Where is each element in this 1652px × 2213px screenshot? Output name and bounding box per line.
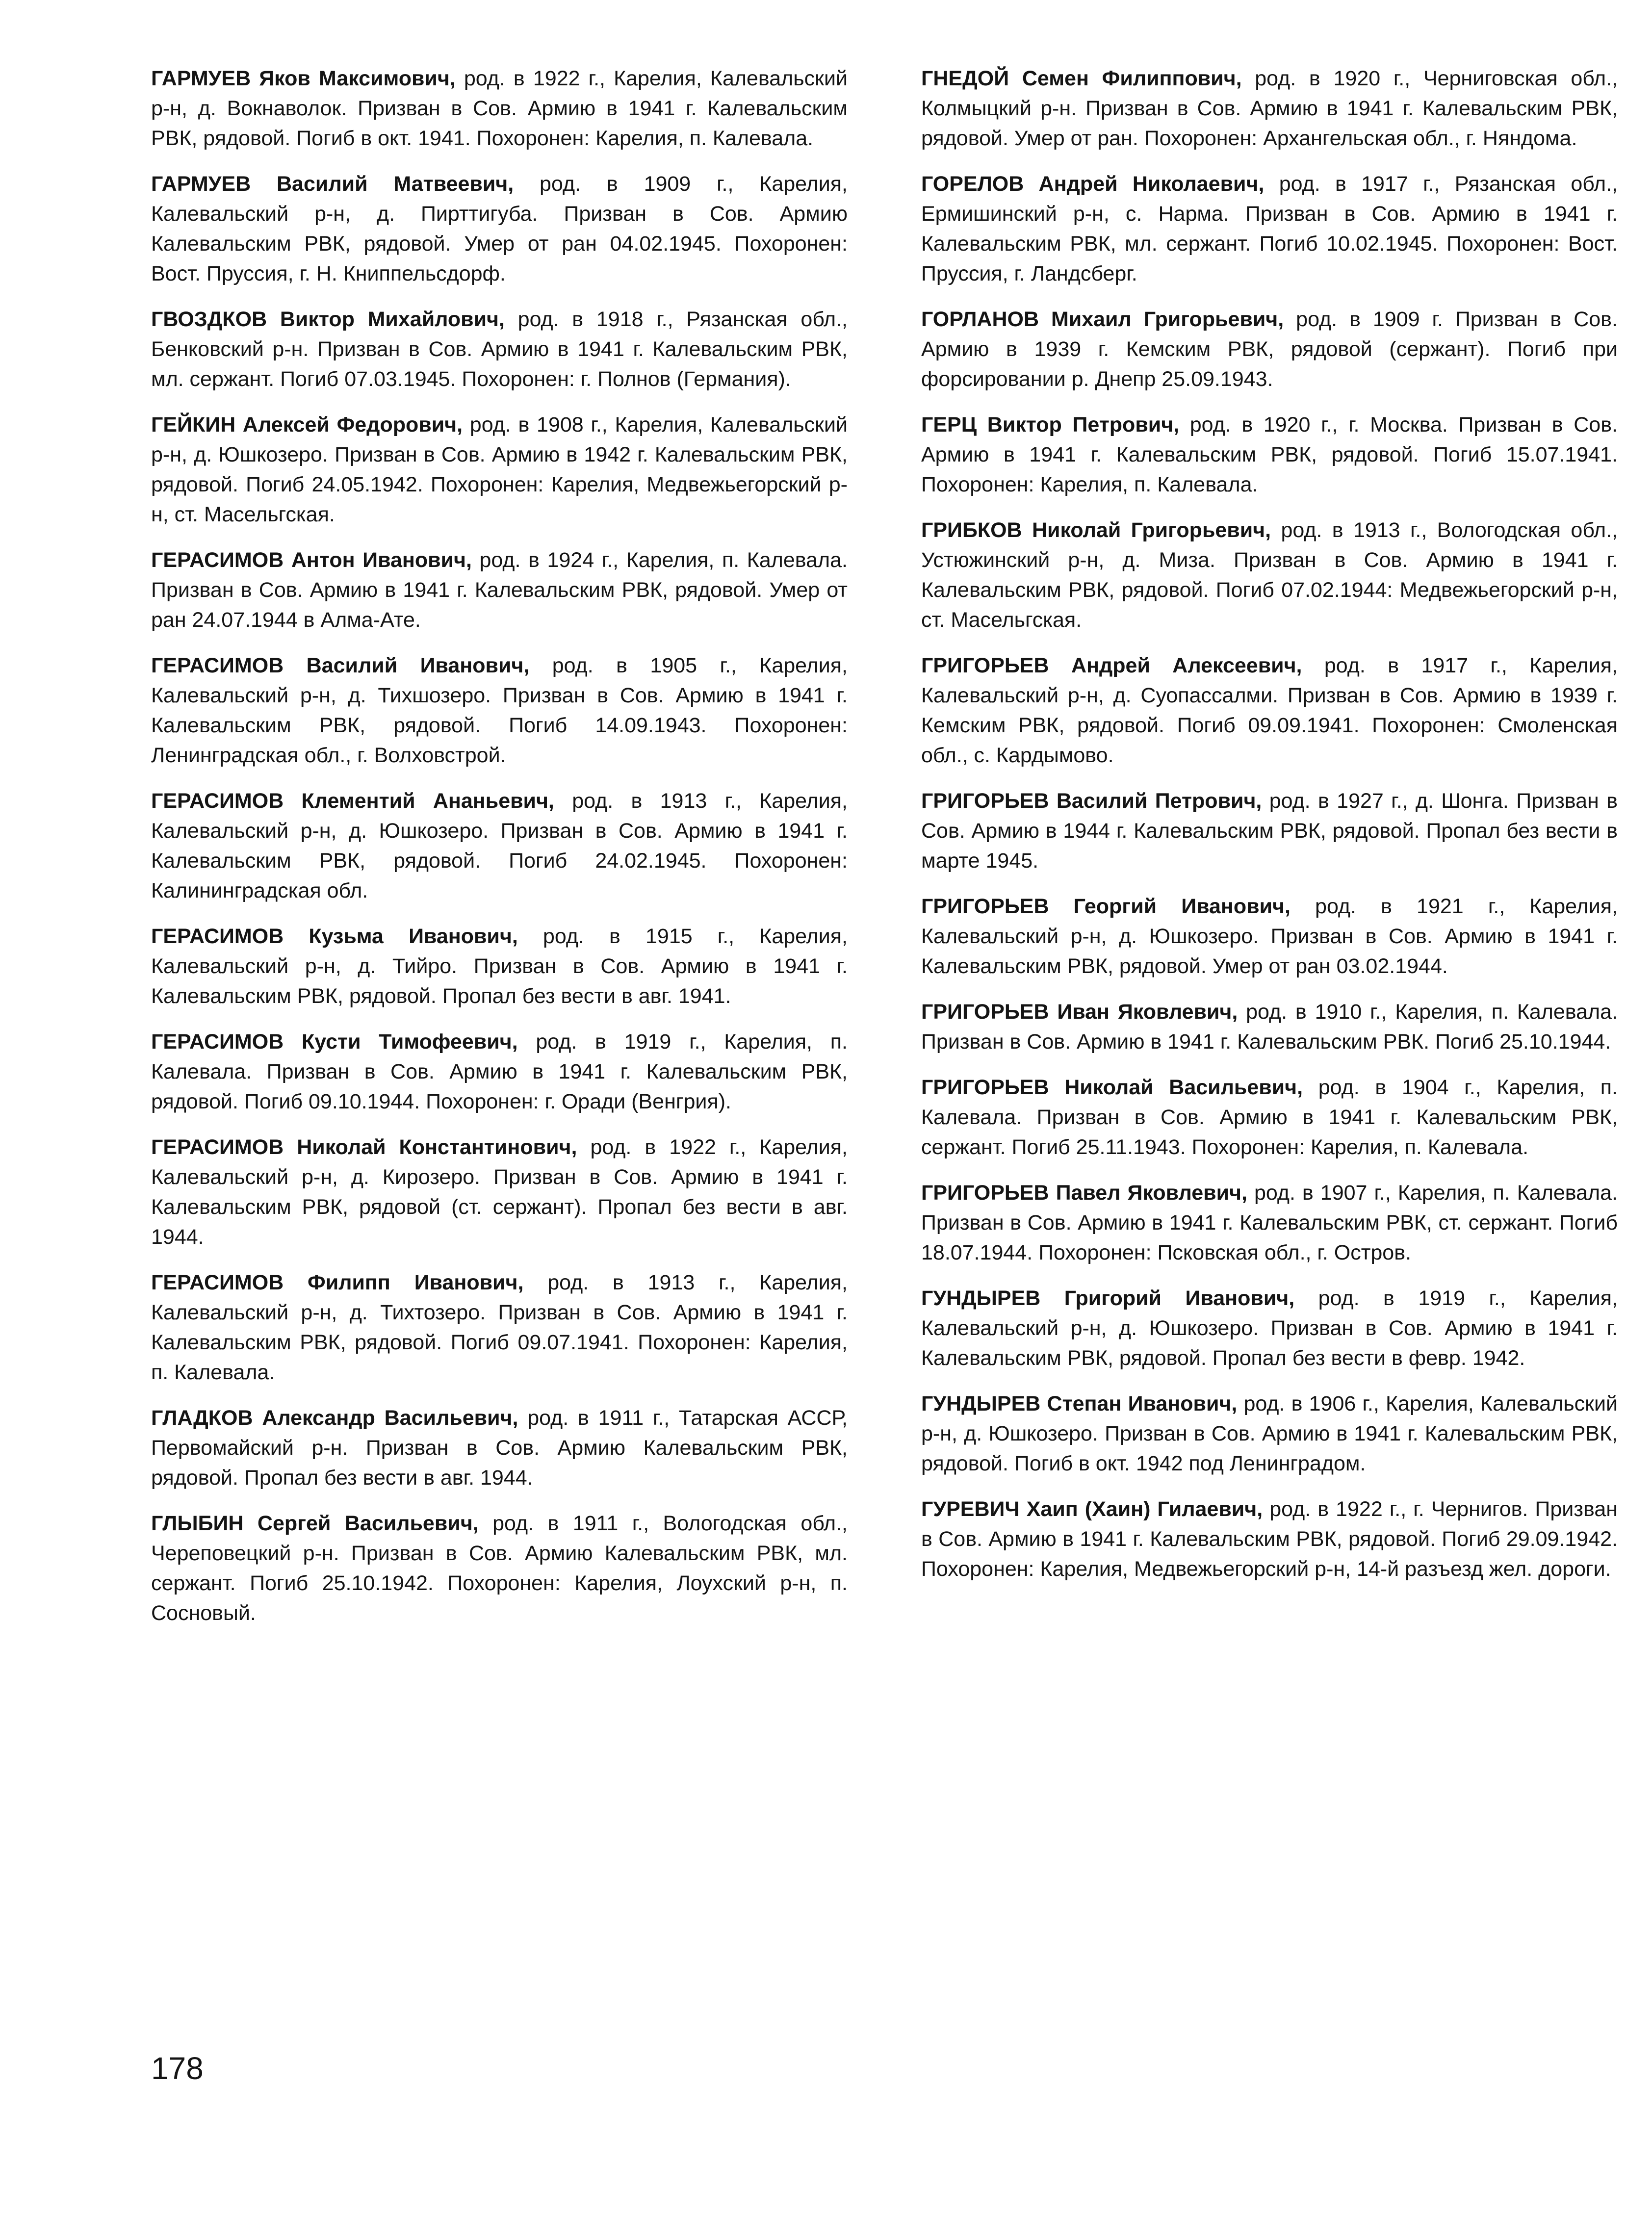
person-name: ГЕРАСИМОВ Василий Иванович, bbox=[151, 654, 530, 677]
register-entry bbox=[921, 651, 1618, 771]
register-entry bbox=[151, 64, 848, 154]
person-name: ГЕРАСИМОВ Кусти Тимофеевич, bbox=[151, 1030, 518, 1054]
register-entry bbox=[151, 922, 848, 1011]
entry-details: род. в 1917 г., Карелия, Калевальский р-н, д. Суопассалми. Призван в Сов. Армию в 1939 г. Кемским РВК, рядовой. Погиб 09.09.1941. Похоронен: Смоленская обл., с. Кардымово. bbox=[921, 654, 1618, 767]
person-name: ГОРЕЛОВ Андрей Николаевич, bbox=[921, 172, 1265, 196]
entry-details: род. в 1915 г., Карелия, Калевальский р-н, д. Тийро. Призван в Сов. Армию в 1941 г. Калевальским РВК, рядовой. Пропал без вести в авг. 1941. bbox=[151, 925, 848, 1008]
entry-details: род. в 1913 г., Карелия, Калевальский р-н, д. Тихтозеро. Призван в Сов. Армию в 1941 г. Калевальским РВК, рядовой. Погиб 09.07.1941. Похоронен: Карелия, п. Калевала. bbox=[151, 1271, 848, 1384]
entry-details: род. в 1910 г., Карелия, п. Калевала. Призван в Сов. Армию в 1941 г. Калевальским РВК. Погиб 25.10.1944. bbox=[921, 1000, 1618, 1054]
person-name: ГОРЛАНОВ Михаил Григорьевич, bbox=[921, 308, 1284, 331]
person-name: ГАРМУЕВ Василий Матвеевич, bbox=[151, 172, 514, 196]
entry-details: род. в 1919 г., Карелия, Калевальский р-н, д. Юшкозеро. Призван в Сов. Армию в 1941 г. Калевальским РВК, рядовой. Пропал без вести в февр. 1942. bbox=[921, 1287, 1618, 1370]
register-entry bbox=[151, 1268, 848, 1388]
person-name: ГЕРАСИМОВ Клементий Ананьевич, bbox=[151, 789, 554, 813]
register-entry bbox=[151, 786, 848, 906]
person-name: ГРИГОРЬЕВ Иван Яковлевич, bbox=[921, 1000, 1238, 1024]
register-entry bbox=[921, 410, 1618, 500]
register-entry bbox=[921, 515, 1618, 635]
person-name: ГЕРАСИМОВ Кузьма Иванович, bbox=[151, 925, 518, 948]
entry-details: род. в 1905 г., Карелия, Калевальский р-н, д. Тихшозеро. Призван в Сов. Армию в 1941 г. Калевальским РВК, рядовой. Погиб 14.09.1943. Похоронен: Ленинградская обл., г. Волховстрой. bbox=[151, 654, 848, 767]
entry-details: род. в 1922 г., Карелия, Калевальский р-н, д. Вокнаволок. Призван в Сов. Армию в 1941 г. Калевальским РВК, рядовой. Погиб в окт. 1941. Похоронен: Карелия, п. Калевала. bbox=[151, 67, 848, 150]
person-name: ГРИГОРЬЕВ Николай Васильевич, bbox=[921, 1076, 1303, 1099]
register-entry bbox=[921, 169, 1618, 289]
entry-details: род. в 1913 г., Карелия, Калевальский р-н, д. Юшкозеро. Призван в Сов. Армию в 1941 г. Калевальским РВК, рядовой. Погиб 24.02.1945. Похоронен: Калининградская обл. bbox=[151, 789, 848, 902]
register-entry bbox=[151, 1132, 848, 1252]
person-name: ГЕРАСИМОВ Филипп Иванович, bbox=[151, 1271, 524, 1294]
entry-details: род. в 1920 г., Черниговская обл., Колмыцкий р-н. Призван в Сов. Армию в 1941 г. Калевальским РВК, рядовой. Умер от ран. Похоронен: Архангельская обл., г. Няндома. bbox=[921, 67, 1618, 150]
person-name: ГЕРЦ Виктор Петрович, bbox=[921, 413, 1180, 437]
person-name: ГЕРАСИМОВ Антон Иванович, bbox=[151, 548, 472, 572]
entry-details: род. в 1909 г. Призван в Сов. Армию в 1939 г. Кемским РВК, рядовой (сержант). Погиб при форсировании р. Днепр 25.09.1943. bbox=[921, 308, 1618, 391]
register-entry bbox=[151, 305, 848, 394]
register-entry bbox=[921, 786, 1618, 876]
person-name: ГРИГОРЬЕВ Георгий Иванович, bbox=[921, 895, 1291, 918]
entry-details: род. в 1908 г., Карелия, Калевальский р-н, д. Юшкозеро. Призван в Сов. Армию в 1942 г. Калевальским РВК, рядовой. Погиб 24.05.1942. Похоронен: Карелия, Медвежьегорский р-н, ст. Масельгская. bbox=[151, 413, 848, 526]
register-entry bbox=[151, 545, 848, 635]
register-entry bbox=[151, 1509, 848, 1628]
entry-details: род. в 1904 г., Карелия, п. Калевала. Призван в Сов. Армию в 1941 г. Калевальским РВК, сержант. Погиб 25.11.1943. Похоронен: Карелия, п. Калевала. bbox=[921, 1076, 1618, 1159]
entry-details: род. в 1911 г., Татарская АССР, Первомайский р-н. Призван в Сов. Армию Калевальским РВК, рядовой. Пропал без вести в авг. 1944. bbox=[151, 1406, 848, 1490]
entry-details: род. в 1919 г., Карелия, п. Калевала. Призван в Сов. Армию в 1941 г. Калевальским РВК, рядовой. Погиб 09.10.1944. Похоронен: г. Оради (Венгрия). bbox=[151, 1030, 848, 1113]
person-name: ГУНДЫРЕВ Степан Иванович, bbox=[921, 1392, 1238, 1415]
register-entry bbox=[151, 169, 848, 289]
person-name: ГЛЫБИН Сергей Васильевич, bbox=[151, 1512, 479, 1535]
left-column bbox=[151, 64, 848, 1644]
person-name: ГРИГОРЬЕВ Андрей Алексеевич, bbox=[921, 654, 1302, 677]
person-name: ГРИБКОВ Николай Григорьевич, bbox=[921, 518, 1271, 542]
entry-details: род. в 1913 г., Вологодская обл., Устюжинский р-н, д. Миза. Призван в Сов. Армию в 1941 г. Калевальским РВК, рядовой. Погиб 07.02.1944: Медвежьегорский р-н, ст. Масельгская. bbox=[921, 518, 1618, 632]
person-name: ГУНДЫРЕВ Григорий Иванович, bbox=[921, 1287, 1295, 1310]
person-name: ГЕРАСИМОВ Николай Константинович, bbox=[151, 1135, 577, 1159]
right-column bbox=[921, 64, 1618, 1600]
register-entry bbox=[921, 997, 1618, 1057]
entry-details: род. в 1921 г., Карелия, Калевальский р-н, д. Юшкозеро. Призван в Сов. Армию в 1941 г. Калевальским РВК, рядовой. Умер от ран 03.02.1944. bbox=[921, 895, 1618, 978]
register-entry bbox=[921, 64, 1618, 154]
register-entry bbox=[151, 651, 848, 771]
person-name: ГРИГОРЬЕВ Павел Яковлевич, bbox=[921, 1181, 1247, 1205]
entry-details: род. в 1906 г., Карелия, Калевальский р-н, д. Юшкозеро. Призван в Сов. Армию в 1941 г. Калевальским РВК, рядовой. Погиб в окт. 1942 под Ленинградом. bbox=[921, 1392, 1618, 1475]
entry-details: род. в 1924 г., Карелия, п. Калевала. Призван в Сов. Армию в 1941 г. Калевальским РВК, рядовой. Умер от ран 24.07.1944 в Алма-Ате. bbox=[151, 548, 848, 632]
page-number: 178 bbox=[151, 2051, 204, 2086]
register-entry bbox=[921, 1178, 1618, 1268]
register-entry bbox=[921, 1494, 1618, 1584]
person-name: ГАРМУЕВ Яков Максимович, bbox=[151, 67, 456, 90]
person-name: ГЕЙКИН Алексей Федорович, bbox=[151, 413, 463, 437]
register-entry bbox=[921, 1389, 1618, 1479]
entry-details: род. в 1927 г., д. Шонга. Призван в Сов. Армию в 1944 г. Калевальским РВК, рядовой. Пропал без вести в марте 1945. bbox=[921, 789, 1618, 873]
entry-details: род. в 1918 г., Рязанская обл., Бенковский р-н. Призван в Сов. Армию в 1941 г. Калевальским РВК, мл. сержант. Погиб 07.03.1945. Похоронен: г. Полнов (Германия). bbox=[151, 308, 848, 391]
person-name: ГВОЗДКОВ Виктор Михайлович, bbox=[151, 308, 505, 331]
entry-details: род. в 1922 г., Карелия, Калевальский р-н, д. Кирозеро. Призван в Сов. Армию в 1941 г. Калевальским РВК, рядовой (ст. сержант). Пропал без вести в авг. 1944. bbox=[151, 1135, 848, 1249]
entry-details: род. в 1907 г., Карелия, п. Калевала. Призван в Сов. Армию в 1941 г. Калевальским РВК, ст. сержант. Погиб 18.07.1944. Похоронен: Псковская обл., г. Остров. bbox=[921, 1181, 1618, 1264]
person-name: ГУРЕВИЧ Хаип (Хаин) Гилаевич, bbox=[921, 1497, 1263, 1521]
register-entry bbox=[151, 1027, 848, 1117]
entry-details: род. в 1911 г., Вологодская обл., Череповецкий р-н. Призван в Сов. Армию Калевальским РВК, мл. сержант. Погиб 25.10.1942. Похоронен: Карелия, Лоухский р-н, п. Сосновый. bbox=[151, 1512, 848, 1625]
register-entry bbox=[921, 1284, 1618, 1373]
register-entry bbox=[921, 1073, 1618, 1162]
register-entry bbox=[151, 410, 848, 530]
entry-details: род. в 1917 г., Рязанская обл., Ермишинский р-н, с. Нарма. Призван в Сов. Армию в 1941 г. Калевальским РВК, мл. сержант. Погиб 10.02.1945. Похоронен: Вост. Пруссия, г. Ландсберг. bbox=[921, 172, 1618, 285]
register-entry bbox=[151, 1403, 848, 1493]
person-name: ГРИГОРЬЕВ Василий Петрович, bbox=[921, 789, 1262, 813]
entry-details: род. в 1920 г., г. Москва. Призван в Сов. Армию в 1941 г. Калевальским РВК, рядовой. Погиб 15.07.1941. Похоронен: Карелия, п. Калевала. bbox=[921, 413, 1618, 496]
register-entry bbox=[921, 305, 1618, 394]
person-name: ГНЕДОЙ Семен Филиппович, bbox=[921, 67, 1242, 90]
entry-details: род. в 1909 г., Карелия, Калевальский р-н, д. Пирттигуба. Призван в Сов. Армию Калевальским РВК, рядовой. Умер от ран 04.02.1945. Похоронен: Вост. Пруссия, г. Н. Книппельсдорф. bbox=[151, 172, 848, 285]
entry-details: род. в 1922 г., г. Чернигов. Призван в Сов. Армию в 1941 г. Калевальским РВК, рядовой. Погиб 29.09.1942. Похоронен: Карелия, Медвежьегорский р-н, 14-й разъезд жел. дороги. bbox=[921, 1497, 1618, 1581]
register-entry bbox=[921, 892, 1618, 981]
person-name: ГЛАДКОВ Александр Васильевич, bbox=[151, 1406, 518, 1430]
